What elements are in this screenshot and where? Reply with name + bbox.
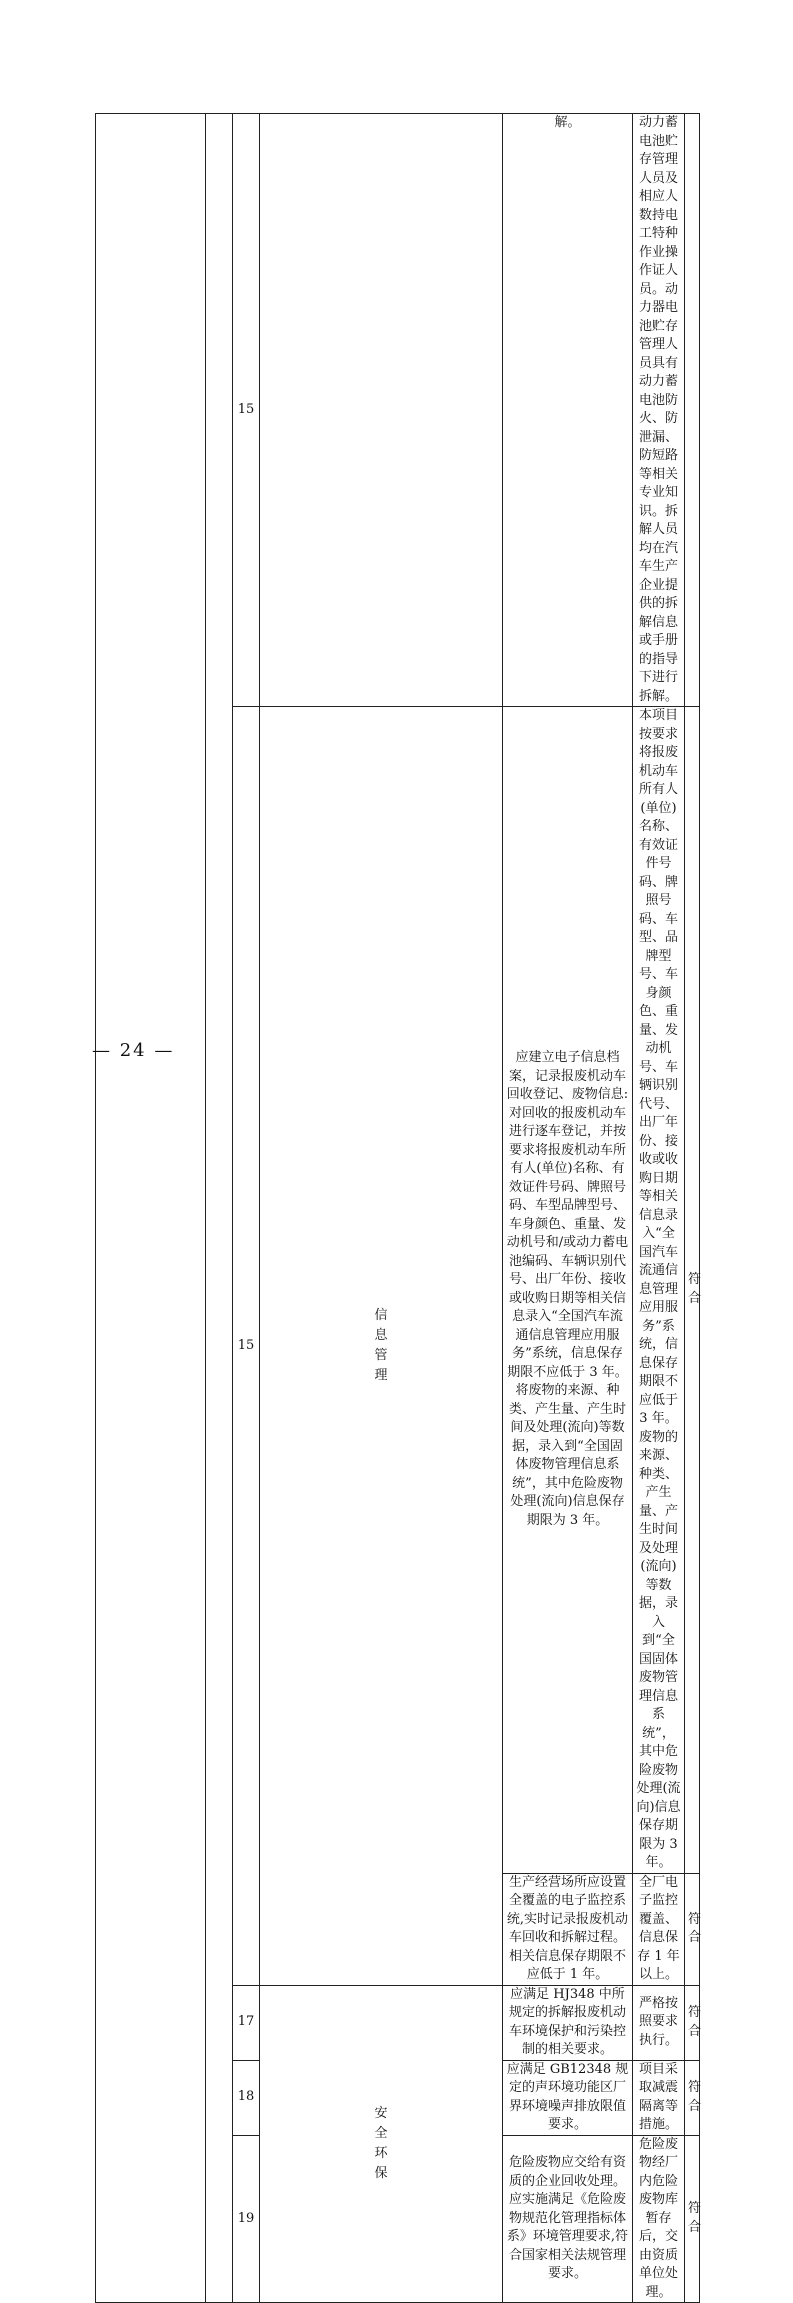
group-cell [260,1985,503,2303]
result-cell: 符合 [685,1985,700,2060]
group-cell [260,114,503,707]
group-label: 安全环保 [374,2105,388,2181]
requirement-cell: 应满足 GB12348 规定的声环境功能区厂界环境噪声排放限值要求。 [503,2060,633,2135]
status-cell: 严格按照要求执行。 [633,1985,685,2060]
requirement-cell: 应建立电子信息档案，记录报废机动车回收登记、废物信息:对回收的报废机动车进行逐车登记，并按要求将报废机动车所有人(单位)名称、有效证件号码、牌照号码、车型品牌型号、车身颜色、重量、发动机号和/或动力蓄电池编码、车辆识别代号、出厂年份、接收或收购日期等相关信息录入“全国汽车流通信息管理应用服务”系统，信息保存期限不应低于 3 年。将废物的来源、种类、产生量、产生时间及处理(流向)等数据，录入到“全国固体废物管理信息系统”，其中危险废物处理(流向)信息保存期限为 3 年。 [503,707,633,1874]
requirement-cell: 解。 [503,114,633,707]
status-cell: 项目采取减震隔离等措施。 [633,2060,685,2135]
row-number: 15 [233,114,260,707]
requirement-cell: 应满足 HJ348 中所规定的拆解报废机动车环境保护和污染控制的相关要求。 [503,1985,633,2060]
row-number: 17 [233,1985,260,2060]
status-cell: 全厂电子监控覆盖、信息保存 1 年以上。 [633,1873,685,1985]
outer-category-cell [96,114,206,2303]
row-number: 18 [233,2060,260,2135]
page-number: — 24 — [92,1040,175,1061]
row-number: 19 [233,2135,260,2303]
group-cell [260,707,503,1986]
group-label: 信息管理 [374,1307,388,1383]
result-cell [685,114,700,707]
table-row [96,114,700,707]
requirement-cell: 生产经营场所应设置全覆盖的电子监控系统,实时记录报废机动车回收和拆解过程。相关信息保存期限不应低于 1 年。 [503,1873,633,1985]
requirement-cell: 危险废物应交给有资质的企业回收处理。应实施满足《危险废物规范化管理指标体系》环境管理要求,符合国家相关法规管理要求。 [503,2135,633,2303]
status-cell: 危险废物经厂内危险废物库暂存后，交由资质单位处理。 [633,2135,685,2303]
result-cell: 符合 [685,1873,700,1985]
result-cell: 符合 [685,2135,700,2303]
row-number: 15 [233,707,260,1986]
inner-category-cell [206,114,233,2303]
result-cell: 符合 [685,707,700,1874]
result-cell: 符合 [685,2060,700,2135]
compliance-table [95,113,700,2303]
status-cell: 本项目按要求将报废机动车所有人(单位)名称、有效证件号码、牌照号码、车型、品牌型号、车身颜色、重量、发动机号、车辆识别代号、出厂年份、接收或收购日期等相关信息录入“全国汽车流通信息管理应用服务”系统，信息保存期限不应低于 3 年。废物的来源、种类、产生量、产生时间及处理(流向)等数据，录入到“全国固体废物管理信息系统”，其中危险废物处理(流向)信息保存期限为 3 年。 [633,707,685,1874]
status-cell: 动力蓄电池贮存管理人员及相应人数持电工特种作业操作证人员。动力器电池贮存管理人员具有动力蓄电池防火、防泄漏、防短路等相关专业知识。拆解人员均在汽车生产企业提供的拆解信息或手册的指导下进行拆解。 [633,114,685,707]
